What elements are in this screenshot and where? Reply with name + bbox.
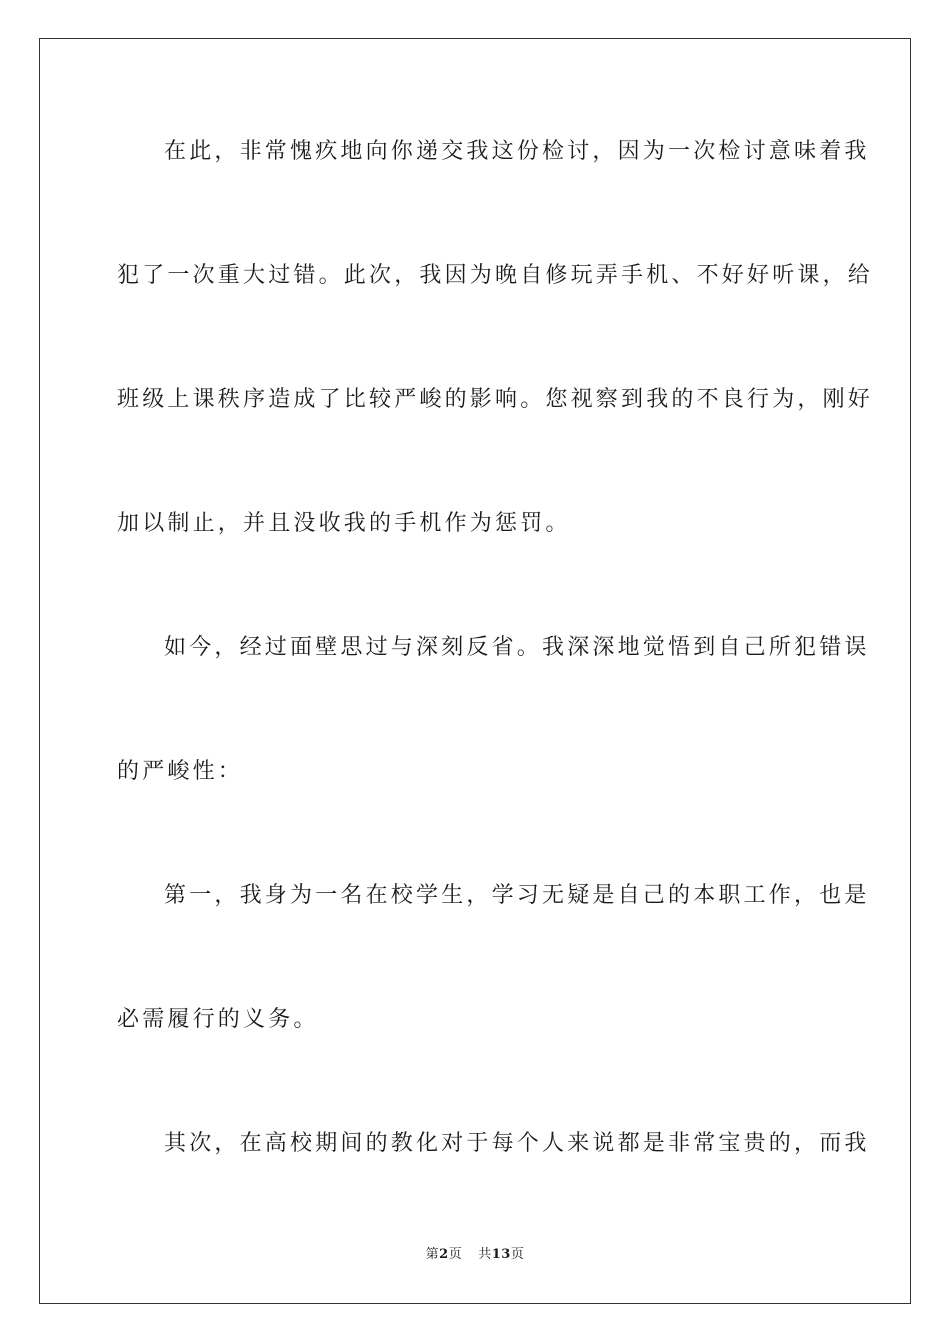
page-suffix: 页 (448, 1247, 463, 1262)
text-line-7: 第一，我身为一名在校学生，学习无疑是自己的本职工作，也是 (164, 883, 870, 908)
page-footer (0, 1246, 950, 1264)
text-line-9: 其次，在高校期间的教化对于每个人来说都是非常宝贵的，而我 (164, 1131, 870, 1156)
text-line-4: 加以制止，并且没收我的手机作为惩罚。 (117, 511, 571, 536)
total-suffix: 页 (510, 1247, 525, 1262)
total-prefix: 共 (478, 1247, 492, 1262)
text-line-3: 班级上课秩序造成了比较严峻的影响。您视察到我的不良行为，刚好 (117, 387, 874, 412)
page-prefix: 第 (425, 1247, 440, 1262)
page-border (39, 38, 911, 1304)
text-line-8: 必需履行的义务。 (117, 1007, 319, 1032)
page-number: 2 (439, 1247, 449, 1262)
text-line-1: 在此，非常愧疚地向你递交我这份检讨，因为一次检讨意味着我 (164, 139, 870, 164)
text-line-2: 犯了一次重大过错。此次，我因为晚自修玩弄手机、不好好听课，给 (117, 263, 874, 288)
text-line-6: 的严峻性： (117, 759, 244, 784)
total-pages: 13 (491, 1247, 511, 1262)
text-line-5: 如今，经过面壁思过与深刻反省。我深深地觉悟到自己所犯错误 (164, 635, 870, 660)
